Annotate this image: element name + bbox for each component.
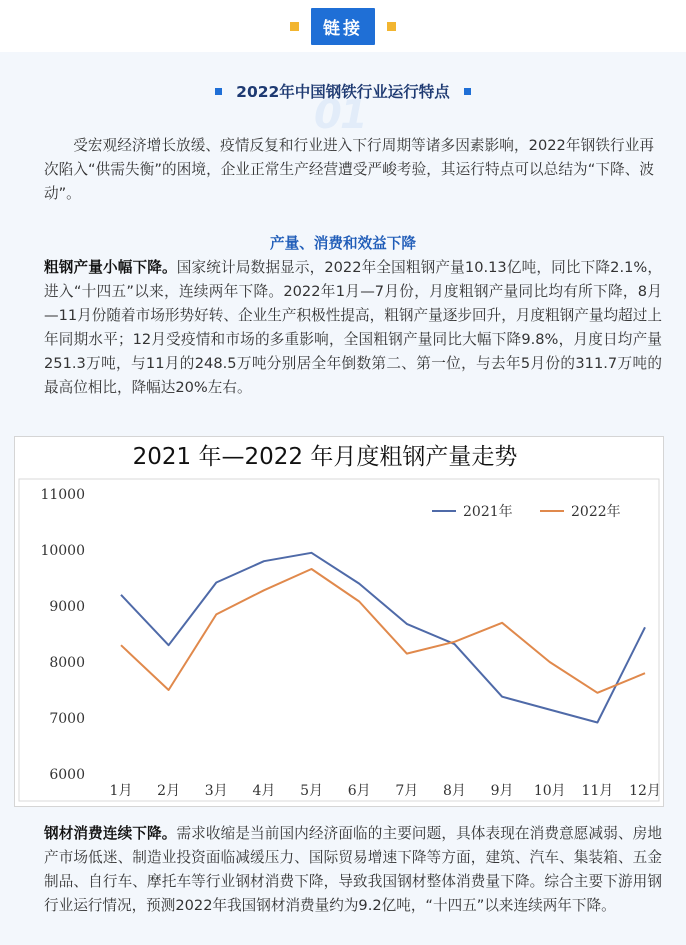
steel-output-lead: 粗钢产量小幅下降。 <box>44 259 177 276</box>
article-card <box>0 52 686 945</box>
steel-consumption-paragraph <box>44 822 662 918</box>
y-tick-label: 7000 <box>49 711 85 727</box>
x-tick-label: 4月 <box>252 783 276 799</box>
legend-label: 2022年 <box>571 504 621 520</box>
x-tick-label: 10月 <box>533 783 566 799</box>
x-tick-label: 3月 <box>204 783 228 799</box>
x-tick-label: 8月 <box>442 783 466 799</box>
x-tick-label: 1月 <box>109 783 133 799</box>
series-line-2022年 <box>121 569 645 693</box>
y-tick-label: 8000 <box>49 655 85 671</box>
legend-label: 2021年 <box>463 504 513 520</box>
x-tick-label: 2月 <box>157 783 181 799</box>
chart-title: 2021 年—2022 年月度粗钢产量走势 <box>132 444 518 470</box>
y-tick-label: 9000 <box>49 599 85 615</box>
y-tick-label: 11000 <box>40 487 85 503</box>
decor-square-right <box>387 22 396 31</box>
section-title <box>0 80 686 102</box>
section-watermark: 01 <box>314 92 366 138</box>
y-tick-label: 10000 <box>40 543 85 559</box>
steel-output-chart <box>14 436 664 807</box>
intro-paragraph: 受宏观经济增长放缓、疫情反复和行业进入下行周期等诸多因素影响，2022年钢铁行业再次陷入“供需失衡”的困境，企业正常生产经营遭受严峻考验，其运行特点可以总结为“下降、波动”。 <box>44 137 654 202</box>
x-tick-label: 7月 <box>395 783 419 799</box>
decor-square-left <box>290 22 299 31</box>
x-tick-label: 12月 <box>629 783 661 799</box>
steel-output-body: 国家统计局数据显示，2022年全国粗钢产量10.13亿吨，同比下降2.1%，进入“十四五”以来，连续两年下降。2022年1月—7月份，月度粗钢产量同比均有所下降，8月—11月份随着市场形势好转、企业生产积极性提高，粗钢产量逐步回升，月度粗钢产量均超过上年同期水平；12月受疫情和市场的多重影响，全国粗钢产量同比大幅下降9.8%，月度日均产量251.3万吨，与11月的248.5万吨分别居全年倒数第二、第一位，与去年5月份的311.7万吨的最高位相比，降幅达20%左右。 <box>44 259 662 396</box>
title-square-right <box>464 88 471 95</box>
section-title-text: 2022年中国钢铁行业运行特点 <box>236 83 450 101</box>
y-tick-label: 6000 <box>49 767 85 783</box>
header-tag-bar <box>0 0 686 52</box>
subsection-title: 产量、消费和效益下降 <box>270 235 416 252</box>
link-tag: 链接 <box>311 8 375 45</box>
plot-frame <box>19 479 659 801</box>
x-tick-label: 5月 <box>300 783 324 799</box>
x-tick-label: 11月 <box>581 783 614 799</box>
x-tick-label: 6月 <box>347 783 371 799</box>
x-tick-label: 9月 <box>490 783 514 799</box>
steel-consumption-body: 需求收缩是当前国内经济面临的主要问题，具体表现在消费意愿减弱、房地产市场低迷、制造业投资面临减缓压力、国际贸易增速下降等方面，建筑、汽车、集装箱、五金制品、自行车、摩托车等行业钢材消费下降，导致我国钢材整体消费量下降。综合主要下游用钢行业运行情况，预测2022年我国钢材消费量约为9.2亿吨，“十四五”以来连续两年下降。 <box>44 825 662 914</box>
series-line-2021年 <box>121 553 645 723</box>
chart-svg <box>15 437 663 806</box>
steel-consumption-lead: 钢材消费连续下降。 <box>44 825 177 842</box>
steel-output-paragraph <box>44 256 662 400</box>
title-square-left <box>215 88 222 95</box>
